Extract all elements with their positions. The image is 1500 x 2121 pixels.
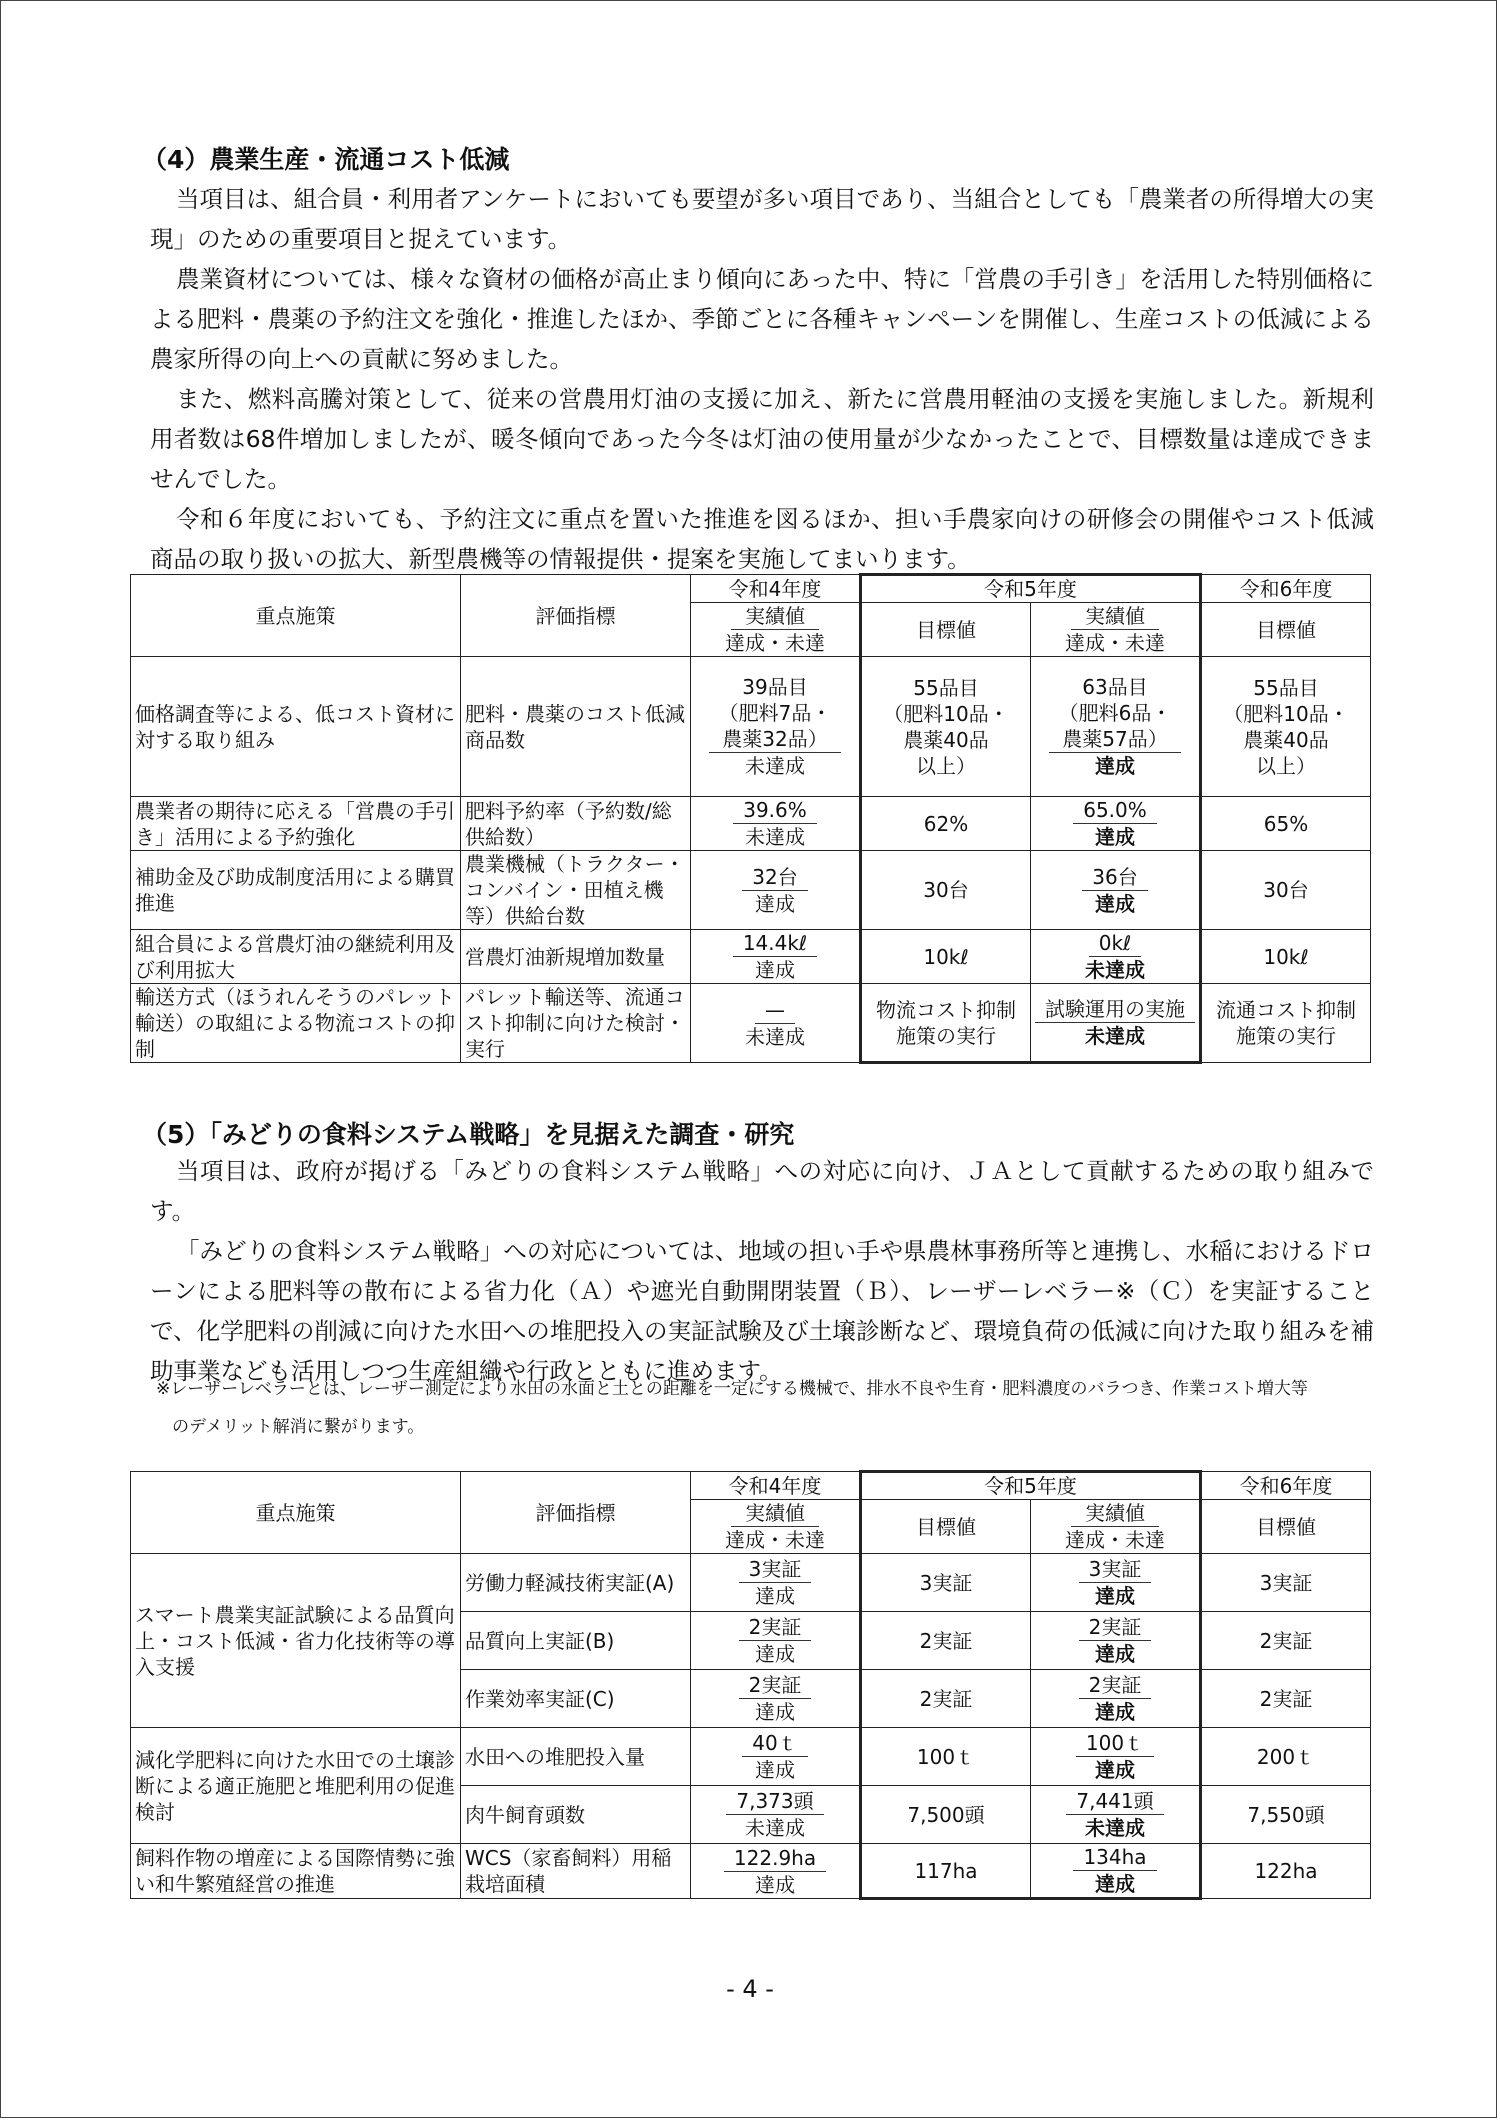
- note-line: のデメリット解消に繋がります。: [172, 1417, 425, 1437]
- section4-paragraph: 農業資材については、様々な資材の価格が高止まり傾向にあった中、特に「営農の手引き」を活用した特別価格による肥料・農薬の予約注文を強化・推進したほか、季節ごとに各種キャンペーンを開催し、生産コストの低減による農家所得の向上への貢献に努めました。: [150, 265, 1374, 373]
- r4-actual-cell: 40ｔ 達成: [691, 1728, 861, 1786]
- r4-actual-cell: 7,373頭 未達成: [691, 1786, 861, 1844]
- measure-cell: 組合員による営農灯油の継続利用及び利用拡大: [131, 930, 461, 984]
- section4-paragraph: 当項目は、組合員・利用者アンケートにおいても要望が多い項目であり、当組合としても「農業者の所得増大の実現」のための重要項目と捉えています。: [150, 185, 1374, 253]
- r6-target-cell: 流通コスト抑制 施策の実行: [1201, 984, 1371, 1063]
- r5-target-cell: 物流コスト抑制 施策の実行: [861, 984, 1031, 1063]
- r5-actual-cell: 63品目 （肥料6品・ 農薬57品） 達成: [1031, 657, 1201, 797]
- r6-target-cell: 7,550頭: [1201, 1786, 1371, 1844]
- r4-actual-cell: 2実証 達成: [691, 1612, 861, 1670]
- page-number: - 4 -: [726, 1975, 774, 2003]
- measure-cell: 農業者の期待に応える「営農の手引き」活用による予約強化: [131, 797, 461, 851]
- header-r6-target: 目標値: [1201, 1500, 1371, 1554]
- measure-cell: 減化学肥料に向けた水田での土壌診断による適正施肥と堆肥利用の促進検討: [131, 1728, 461, 1844]
- measure-cell: スマート農業実証試験による品質向上・コスト低減・省力化技術等の導入支援: [131, 1554, 461, 1728]
- indicator-cell: 営農灯油新規増加数量: [461, 930, 691, 984]
- r5-target-cell: 55品目 （肥料10品・ 農薬40品 以上）: [861, 657, 1031, 797]
- table-row: [131, 1554, 1371, 1612]
- indicator-cell: 作業効率実証(C): [461, 1670, 691, 1728]
- header-r4: 令和4年度: [691, 1472, 861, 1500]
- section4-paragraph: また、燃料高騰対策として、従来の営農用灯油の支援に加え、新たに営農用軽油の支援を実施しました。新規利用者数は68件増加しましたが、暖冬傾向であった今冬は灯油の使用量が少なかったことで、目標数量は達成できませんでした。: [150, 385, 1374, 493]
- header-r5: 令和5年度: [861, 1472, 1201, 1500]
- r4-actual-cell: 32台 達成: [691, 851, 861, 930]
- section4-body: [150, 179, 1374, 579]
- header-r6-target: 目標値: [1201, 603, 1371, 657]
- indicator-cell: WCS（家畜飼料）用稲栽培面積: [461, 1844, 691, 1899]
- r6-target-cell: 3実証: [1201, 1554, 1371, 1612]
- header-r4-actual: 実績値 達成・未達: [691, 1500, 861, 1554]
- note-line: ※レーザーレベラーとは、レーザー測定により水田の水面と土との距離を一定にする機械で、排水不良や生育・肥料濃度のバラつき、作業コスト増大等: [156, 1379, 1308, 1399]
- indicator-cell: 水田への堆肥投入量: [461, 1728, 691, 1786]
- indicator-cell: 農業機械（トラクター・コンバイン・田植え機等）供給台数: [461, 851, 691, 930]
- table-row: [131, 930, 1371, 984]
- header-r4-actual: 実績値 達成・未達: [691, 603, 861, 657]
- table-row: [131, 657, 1371, 797]
- measure-cell: 飼料作物の増産による国際情勢に強い和牛繁殖経営の推進: [131, 1844, 461, 1899]
- indicator-cell: 肥料予約率（予約数/総供給数）: [461, 797, 691, 851]
- table-row: [131, 1844, 1371, 1899]
- r5-actual-cell: 試験運用の実施 未達成: [1031, 984, 1201, 1063]
- r5-actual-cell: 36台 達成: [1031, 851, 1201, 930]
- table-row: [131, 984, 1371, 1063]
- header-r4: 令和4年度: [691, 575, 861, 603]
- r6-target-cell: 65%: [1201, 797, 1371, 851]
- r6-target-cell: 55品目 （肥料10品・ 農薬40品 以上）: [1201, 657, 1371, 797]
- r5-target-cell: 100ｔ: [861, 1728, 1031, 1786]
- header-measure: 重点施策: [131, 1472, 461, 1554]
- r5-target-cell: 30台: [861, 851, 1031, 930]
- header-r5: 令和5年度: [861, 575, 1201, 603]
- r5-actual-cell: 2実証 達成: [1031, 1670, 1201, 1728]
- r4-actual-cell: 2実証 達成: [691, 1670, 861, 1728]
- r5-target-cell: 117ha: [861, 1844, 1031, 1899]
- header-r5-actual: 実績値 達成・未達: [1031, 1500, 1201, 1554]
- r4-actual-cell: 122.9ha 達成: [691, 1844, 861, 1899]
- header-r6: 令和6年度: [1201, 1472, 1371, 1500]
- header-r5-target: 目標値: [861, 1500, 1031, 1554]
- r5-target-cell: 2実証: [861, 1670, 1031, 1728]
- measure-cell: 価格調査等による、低コスト資材に対する取り組み: [131, 657, 461, 797]
- section5-paragraph: 「みどりの食料システム戦略」への対応については、地域の担い手や県農林事務所等と連携し、水稲におけるドローンによる肥料等の散布による省力化（Ａ）や遮光自動開閉装置（Ｂ）、レーザーレベラー※（Ｃ）を実証することで、化学肥料の削減に向けた水田への堆肥投入の実証試験及び土壌診断など、環境負荷の低減に向けた取り組みを補助事業なども活用しつつ生産組織や行政とともに進めます。: [150, 1237, 1374, 1385]
- midori-strategy-table: [130, 1470, 1371, 1900]
- r5-target-cell: 62%: [861, 797, 1031, 851]
- table-row: [131, 797, 1371, 851]
- r5-target-cell: 7,500頭: [861, 1786, 1031, 1844]
- r5-actual-cell: 3実証 達成: [1031, 1554, 1201, 1612]
- r4-actual-cell: 39.6% 未達成: [691, 797, 861, 851]
- header-measure: 重点施策: [131, 575, 461, 657]
- r5-actual-cell: 2実証 達成: [1031, 1612, 1201, 1670]
- header-indicator: 評価指標: [461, 1472, 691, 1554]
- r5-actual-cell: 65.0% 達成: [1031, 797, 1201, 851]
- r6-target-cell: 2実証: [1201, 1670, 1371, 1728]
- section5-title: （5）「みどりの食料システム戦略」を見据えた調査・研究: [142, 1120, 795, 1149]
- r4-actual-cell: 39品目 （肥料7品・ 農薬32品） 未達成: [691, 657, 861, 797]
- r6-target-cell: 200ｔ: [1201, 1728, 1371, 1786]
- indicator-cell: パレット輸送等、流通コスト抑制に向けた検討・実行: [461, 984, 691, 1063]
- section5-paragraph: 当項目は、政府が掲げる「みどりの食料システム戦略」への対応に向け、ＪＡとして貢献するための取り組みです。: [150, 1157, 1374, 1225]
- section4-paragraph: 令和６年度においても、予約注文に重点を置いた推進を図るほか、担い手農家向けの研修会の開催やコスト低減商品の取り扱いの拡大、新型農機等の情報提供・提案を実施してまいります。: [150, 505, 1374, 573]
- r6-target-cell: 2実証: [1201, 1612, 1371, 1670]
- indicator-cell: 品質向上実証(B): [461, 1612, 691, 1670]
- r5-target-cell: 2実証: [861, 1612, 1031, 1670]
- indicator-cell: 肥料・農薬のコスト低減商品数: [461, 657, 691, 797]
- r5-actual-cell: 0kℓ 未達成: [1031, 930, 1201, 984]
- r4-actual-cell: 14.4kℓ 達成: [691, 930, 861, 984]
- section4-title: （4）農業生産・流通コスト低減: [142, 145, 510, 174]
- header-r6: 令和6年度: [1201, 575, 1371, 603]
- r6-target-cell: 122ha: [1201, 1844, 1371, 1899]
- cost-reduction-table: [130, 573, 1371, 1064]
- r5-actual-cell: 100ｔ 達成: [1031, 1728, 1201, 1786]
- table-row: [131, 1728, 1371, 1786]
- header-r5-actual: 実績値 達成・未達: [1031, 603, 1201, 657]
- measure-cell: 輸送方式（ほうれんそうのパレット輸送）の取組による物流コストの抑制: [131, 984, 461, 1063]
- laser-leveler-note: [156, 1370, 1376, 1446]
- r5-target-cell: 3実証: [861, 1554, 1031, 1612]
- header-indicator: 評価指標: [461, 575, 691, 657]
- header-r5-target: 目標値: [861, 603, 1031, 657]
- indicator-cell: 肉牛飼育頭数: [461, 1786, 691, 1844]
- r5-actual-cell: 7,441頭 未達成: [1031, 1786, 1201, 1844]
- section5-body: [150, 1151, 1374, 1391]
- indicator-cell: 労働力軽減技術実証(A): [461, 1554, 691, 1612]
- r4-actual-cell: 3実証 達成: [691, 1554, 861, 1612]
- table-row: [131, 851, 1371, 930]
- r5-actual-cell: 134ha 達成: [1031, 1844, 1201, 1899]
- r4-actual-cell: — 未達成: [691, 984, 861, 1063]
- r6-target-cell: 30台: [1201, 851, 1371, 930]
- r5-target-cell: 10kℓ: [861, 930, 1031, 984]
- measure-cell: 補助金及び助成制度活用による購買推進: [131, 851, 461, 930]
- r6-target-cell: 10kℓ: [1201, 930, 1371, 984]
